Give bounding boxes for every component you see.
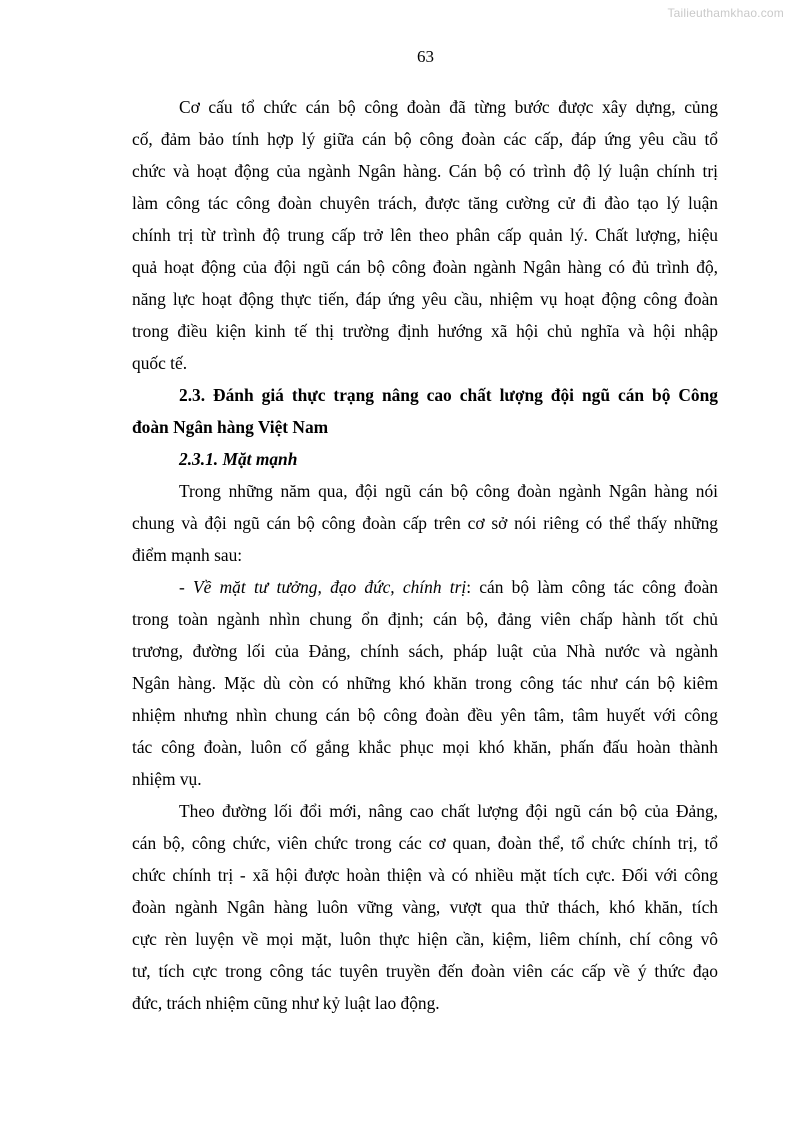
text-line: làm công tác công đoàn chuyên trách, được tăng cường cử đi đào tạo lý luận — [132, 193, 718, 213]
text-line: chức chính trị - xã hội được hoàn thiện và có nhiều mặt tích cực. Đối với công — [132, 865, 718, 885]
text-line: nhiệm vụ. — [132, 769, 202, 789]
text-line: cố, đảm bảo tính hợp lý giữa cán bộ công đoàn các cấp, đáp ứng yêu cầu tổ — [132, 129, 718, 149]
text-line: cán bộ, công chức, viên chức trong các cơ quan, đoàn thể, tổ chức chính trị, tổ — [132, 833, 718, 853]
lead-rest: : cán bộ làm công tác công đoàn — [466, 577, 718, 597]
watermark: Tailieuthamkhao.com — [667, 6, 784, 20]
text-line: chung và đội ngũ cán bộ công đoàn cấp trên cơ sở nói riêng có thể thấy những — [132, 513, 718, 533]
text-line: đức, trách nhiệm cũng như kỷ luật lao động. — [132, 993, 440, 1013]
text-line: trương, đường lối của Đảng, chính sách, pháp luật của Nhà nước và ngành — [132, 641, 718, 661]
text-line: năng lực hoạt động thực tiến, đáp ứng yêu cầu, nhiệm vụ hoạt động công đoàn — [132, 289, 718, 309]
page-body — [132, 91, 718, 1019]
text-line: tác công đoàn, luôn cố gắng khắc phục mọi khó khăn, phấn đấu hoàn thành — [132, 737, 718, 757]
text-line-lead — [132, 571, 718, 603]
text-line: điểm mạnh sau: — [132, 545, 243, 565]
text-line: tư, tích cực trong công tác tuyên truyền đến đoàn viên các cấp về ý thức đạo — [132, 961, 718, 981]
text-line: quốc tế. — [132, 353, 188, 373]
text-line: nhiệm nhưng nhìn chung cán bộ công đoàn đều yên tâm, tâm huyết với công — [132, 705, 718, 725]
text-line: Ngân hàng. Mặc dù còn có những khó khăn trong công tác như cán bộ kiêm — [132, 673, 718, 693]
text-line: Cơ cấu tổ chức cán bộ công đoàn đã từng bước được xây dựng, củng — [179, 97, 718, 117]
text-line: Trong những năm qua, đội ngũ cán bộ công đoàn ngành Ngân hàng nói — [179, 481, 718, 501]
text-line: trong điều kiện kinh tế thị trường định hướng xã hội chủ nghĩa và hội nhập — [132, 321, 718, 341]
heading-line: đoàn Ngân hàng Việt Nam — [132, 417, 329, 437]
lead-dash: - — [179, 577, 194, 597]
text-line: Theo đường lối đổi mới, nâng cao chất lượng đội ngũ cán bộ của Đảng, — [179, 801, 718, 821]
text-line: chức và hoạt động của ngành Ngân hàng. Cán bộ có trình độ lý luận chính trị — [132, 161, 718, 181]
lead-italic-term: Về mặt tư tưởng, đạo đức, chính trị — [193, 577, 467, 597]
text-line: trong toàn ngành nhìn chung ổn định; cán bộ, đảng viên chấp hành tốt chủ — [132, 609, 718, 629]
page-number: 63 — [417, 47, 434, 66]
paragraph-structure — [132, 91, 718, 379]
paragraph-renewal — [132, 795, 718, 1019]
text-line: quả hoạt động của đội ngũ cán bộ công đoàn ngành Ngân hàng có đủ trình độ, — [132, 257, 718, 277]
subheading-line: 2.3.1. Mặt mạnh — [179, 449, 298, 469]
paragraph-ideology — [132, 571, 718, 795]
text-line: chính trị từ trình độ trung cấp trở lên theo phân cấp quản lý. Chất lượng, hiệu — [132, 225, 718, 245]
section-heading-2-3 — [132, 379, 718, 443]
heading-line: 2.3. Đánh giá thực trạng nâng cao chất lượng đội ngũ cán bộ Công — [179, 385, 718, 405]
text-line: đoàn ngành Ngân hàng luôn vững vàng, vượt qua thử thách, khó khăn, tích — [132, 897, 718, 917]
subsection-heading-2-3-1 — [132, 443, 718, 475]
text-line: cực rèn luyện về mọi mặt, luôn thực hiện cần, kiệm, liêm chính, chí công vô — [132, 929, 718, 949]
paragraph-intro-strengths — [132, 475, 718, 571]
